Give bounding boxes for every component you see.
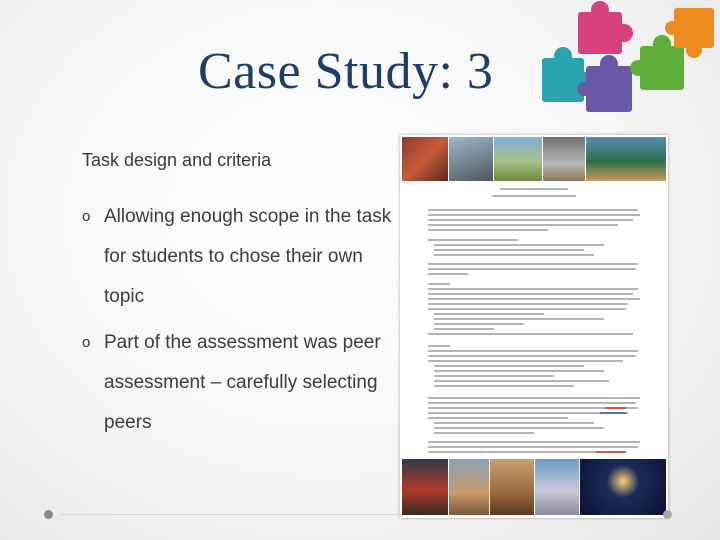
document-thumbnail-image xyxy=(400,135,668,518)
puzzle-piece-pink xyxy=(578,1,633,54)
slide-title: Case Study: 3 xyxy=(198,43,494,100)
footer-dot-left xyxy=(44,510,53,519)
bullet-list xyxy=(82,197,402,449)
bullet-item xyxy=(82,323,402,443)
slide-subtitle: Task design and criteria xyxy=(82,150,272,170)
photo-strip-top xyxy=(402,137,666,181)
bullet-text: Part of the assessment was peer assessment – carefully selecting peers xyxy=(104,332,381,433)
bullet-marker: o xyxy=(82,208,91,225)
photo-strip-bottom xyxy=(402,459,666,515)
footer-divider xyxy=(60,514,400,515)
puzzle-pieces-graphic xyxy=(540,0,720,130)
bullet-item xyxy=(82,197,402,317)
bullet-marker: o xyxy=(82,334,91,351)
puzzle-piece-purple xyxy=(577,55,632,112)
bullet-text: Allowing enough scope in the task for students to chose their own topic xyxy=(104,206,392,307)
footer-dot-right xyxy=(663,510,672,519)
